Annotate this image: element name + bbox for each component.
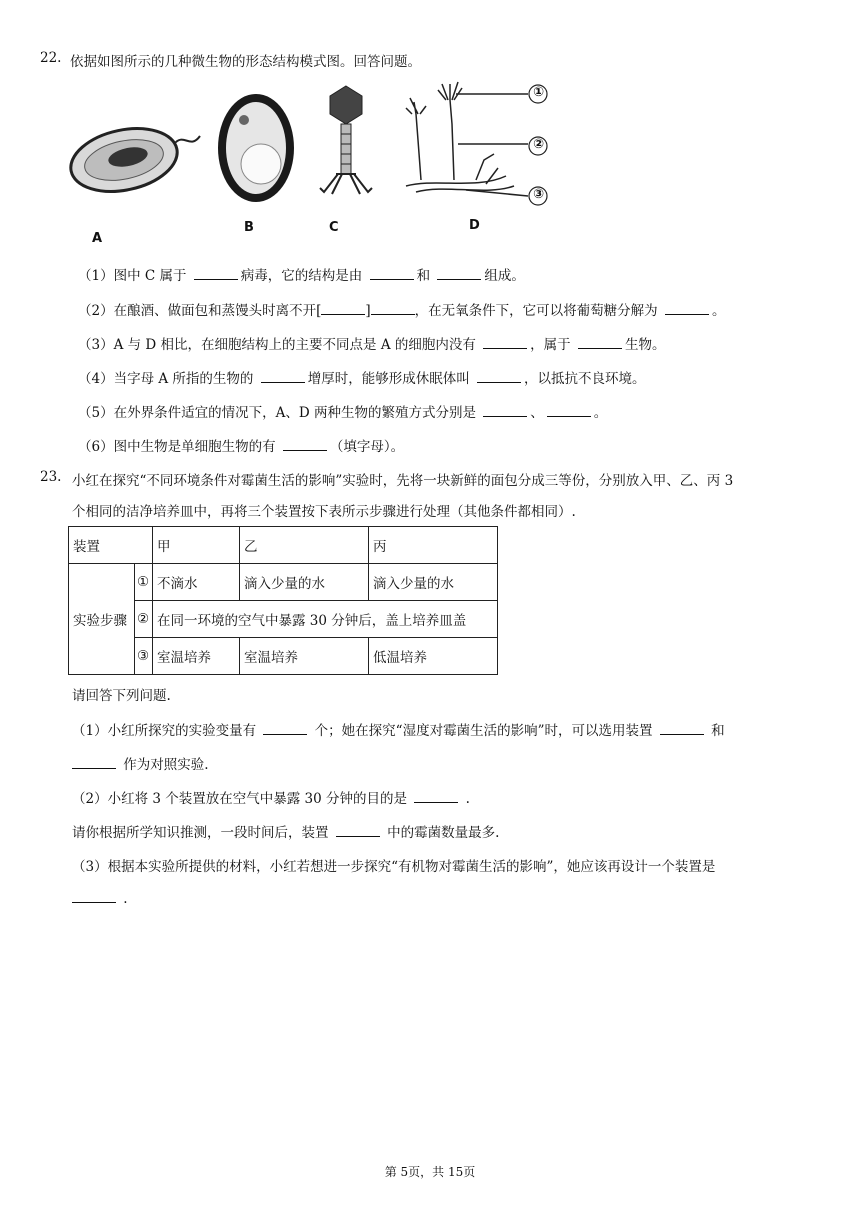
table-cell: 滴入少量的水 — [369, 564, 498, 601]
figure-label-b: B — [244, 220, 254, 235]
q23-part-2-inference: 请你根据所学知识推测，一段时间后，装置 中的霉菌数量最多. — [72, 825, 500, 841]
q23-part-3-line-2: . — [72, 889, 128, 907]
table-cell: 在同一环境的空气中暴露 30 分钟后，盖上培养皿盖 — [153, 601, 498, 638]
answer-blank[interactable] — [263, 721, 307, 735]
steps-label: 实验步骤 — [69, 564, 135, 675]
header-yi: 乙 — [240, 527, 369, 564]
q22-part-2: （2）在酿酒、做面包和蒸馒头时离不开[ ] ，在无氧条件下，它可以将葡萄糖分解为 。 — [78, 303, 726, 319]
marker-2: ② — [533, 137, 545, 152]
answer-blank[interactable] — [665, 301, 709, 315]
answer-blank[interactable] — [414, 789, 458, 803]
step-number: ① — [135, 564, 153, 601]
marker-3: ③ — [533, 187, 545, 202]
q22-part-1: （1）图中 C 属于 病毒，它的结构是由 和 组成。 — [78, 268, 525, 284]
answer-blank[interactable] — [72, 755, 116, 769]
header-bing: 丙 — [369, 527, 498, 564]
answer-blank[interactable] — [483, 403, 527, 417]
mold-drawing — [406, 82, 547, 205]
answer-blank[interactable] — [578, 335, 622, 349]
marker-1: ① — [533, 85, 545, 100]
answer-blank[interactable] — [660, 721, 704, 735]
answer-blank[interactable] — [283, 437, 327, 451]
answer-blank[interactable] — [437, 266, 481, 280]
microorganism-illustration — [66, 80, 566, 250]
q22-part-4: （4）当字母 A 所指的生物的 增厚时，能够形成休眠体叫 ，以抵抗不良环境。 — [78, 371, 646, 387]
bacterium-drawing — [66, 119, 200, 200]
table-row — [69, 564, 498, 601]
header-device: 装置 — [69, 527, 153, 564]
step-number: ③ — [135, 638, 153, 675]
q22-part-5: （5）在外界条件适宜的情况下，A、D 两种生物的繁殖方式分别是 、 。 — [78, 405, 608, 421]
answer-blank[interactable] — [72, 889, 116, 903]
q23-part-3-line-1: （3）根据本实验所提供的材料，小红若想进一步探究“有机物对霉菌生活的影响”，她应该再设计一个装置是 — [72, 859, 716, 875]
table-cell: 低温培养 — [369, 638, 498, 675]
answer-blank[interactable] — [547, 403, 591, 417]
answer-blank[interactable] — [336, 823, 380, 837]
table-cell: 室温培养 — [153, 638, 240, 675]
answer-blank[interactable] — [261, 369, 305, 383]
table-cell: 室温培养 — [240, 638, 369, 675]
question-23-stem-line-1: 小红在探究“不同环境条件对霉菌生活的影响”实验时，先将一块新鲜的面包分成三等份，分别放入甲、乙、丙 3 — [72, 473, 734, 489]
header-jia: 甲 — [153, 527, 240, 564]
question-22-stem: 依据如图所示的几种微生物的形态结构模式图。回答问题。 — [70, 54, 421, 70]
q22-part-6: （6）图中生物是单细胞生物的有 （填字母）。 — [78, 439, 405, 455]
figure-label-c: C — [329, 220, 339, 235]
q23-part-2: （2）小红将 3 个装置放在空气中暴露 30 分钟的目的是 . — [72, 791, 470, 807]
figure-label-a: A — [92, 231, 103, 246]
q23-part-1-line-1: （1）小红所探究的实验变量有 个；她在探究“湿度对霉菌生活的影响”时，可以选用装置 和 — [72, 723, 725, 739]
page-footer: 第 5页，共 15页 — [384, 1165, 476, 1179]
bacteriophage-drawing — [320, 86, 372, 194]
answer-blank[interactable] — [321, 301, 365, 315]
experiment-table — [68, 526, 498, 675]
answer-blank[interactable] — [371, 301, 415, 315]
answer-blank[interactable] — [477, 369, 521, 383]
figure-label-d: D — [469, 218, 480, 233]
q23-prompt: 请回答下列问题. — [72, 688, 171, 704]
question-23-number: 23. — [40, 469, 62, 485]
question-22-number: 22. — [40, 50, 62, 66]
table-cell: 不滴水 — [153, 564, 240, 601]
answer-blank[interactable] — [483, 335, 527, 349]
table-header-row — [69, 527, 498, 564]
q22-part-3: （3）A 与 D 相比，在细胞结构上的主要不同点是 A 的细胞内没有 ，属于 生物。 — [78, 337, 666, 353]
q23-part-1-line-2: 作为对照实验. — [72, 753, 209, 773]
table-cell: 滴入少量的水 — [240, 564, 369, 601]
answer-blank[interactable] — [370, 266, 414, 280]
question-23-stem-line-2: 个相同的洁净培养皿中，再将三个装置按下表所示步骤进行处理（其他条件都相同）. — [72, 504, 576, 520]
microorganism-figure — [66, 80, 566, 250]
answer-blank[interactable] — [194, 266, 238, 280]
step-number: ② — [135, 601, 153, 638]
yeast-drawing — [218, 94, 294, 202]
